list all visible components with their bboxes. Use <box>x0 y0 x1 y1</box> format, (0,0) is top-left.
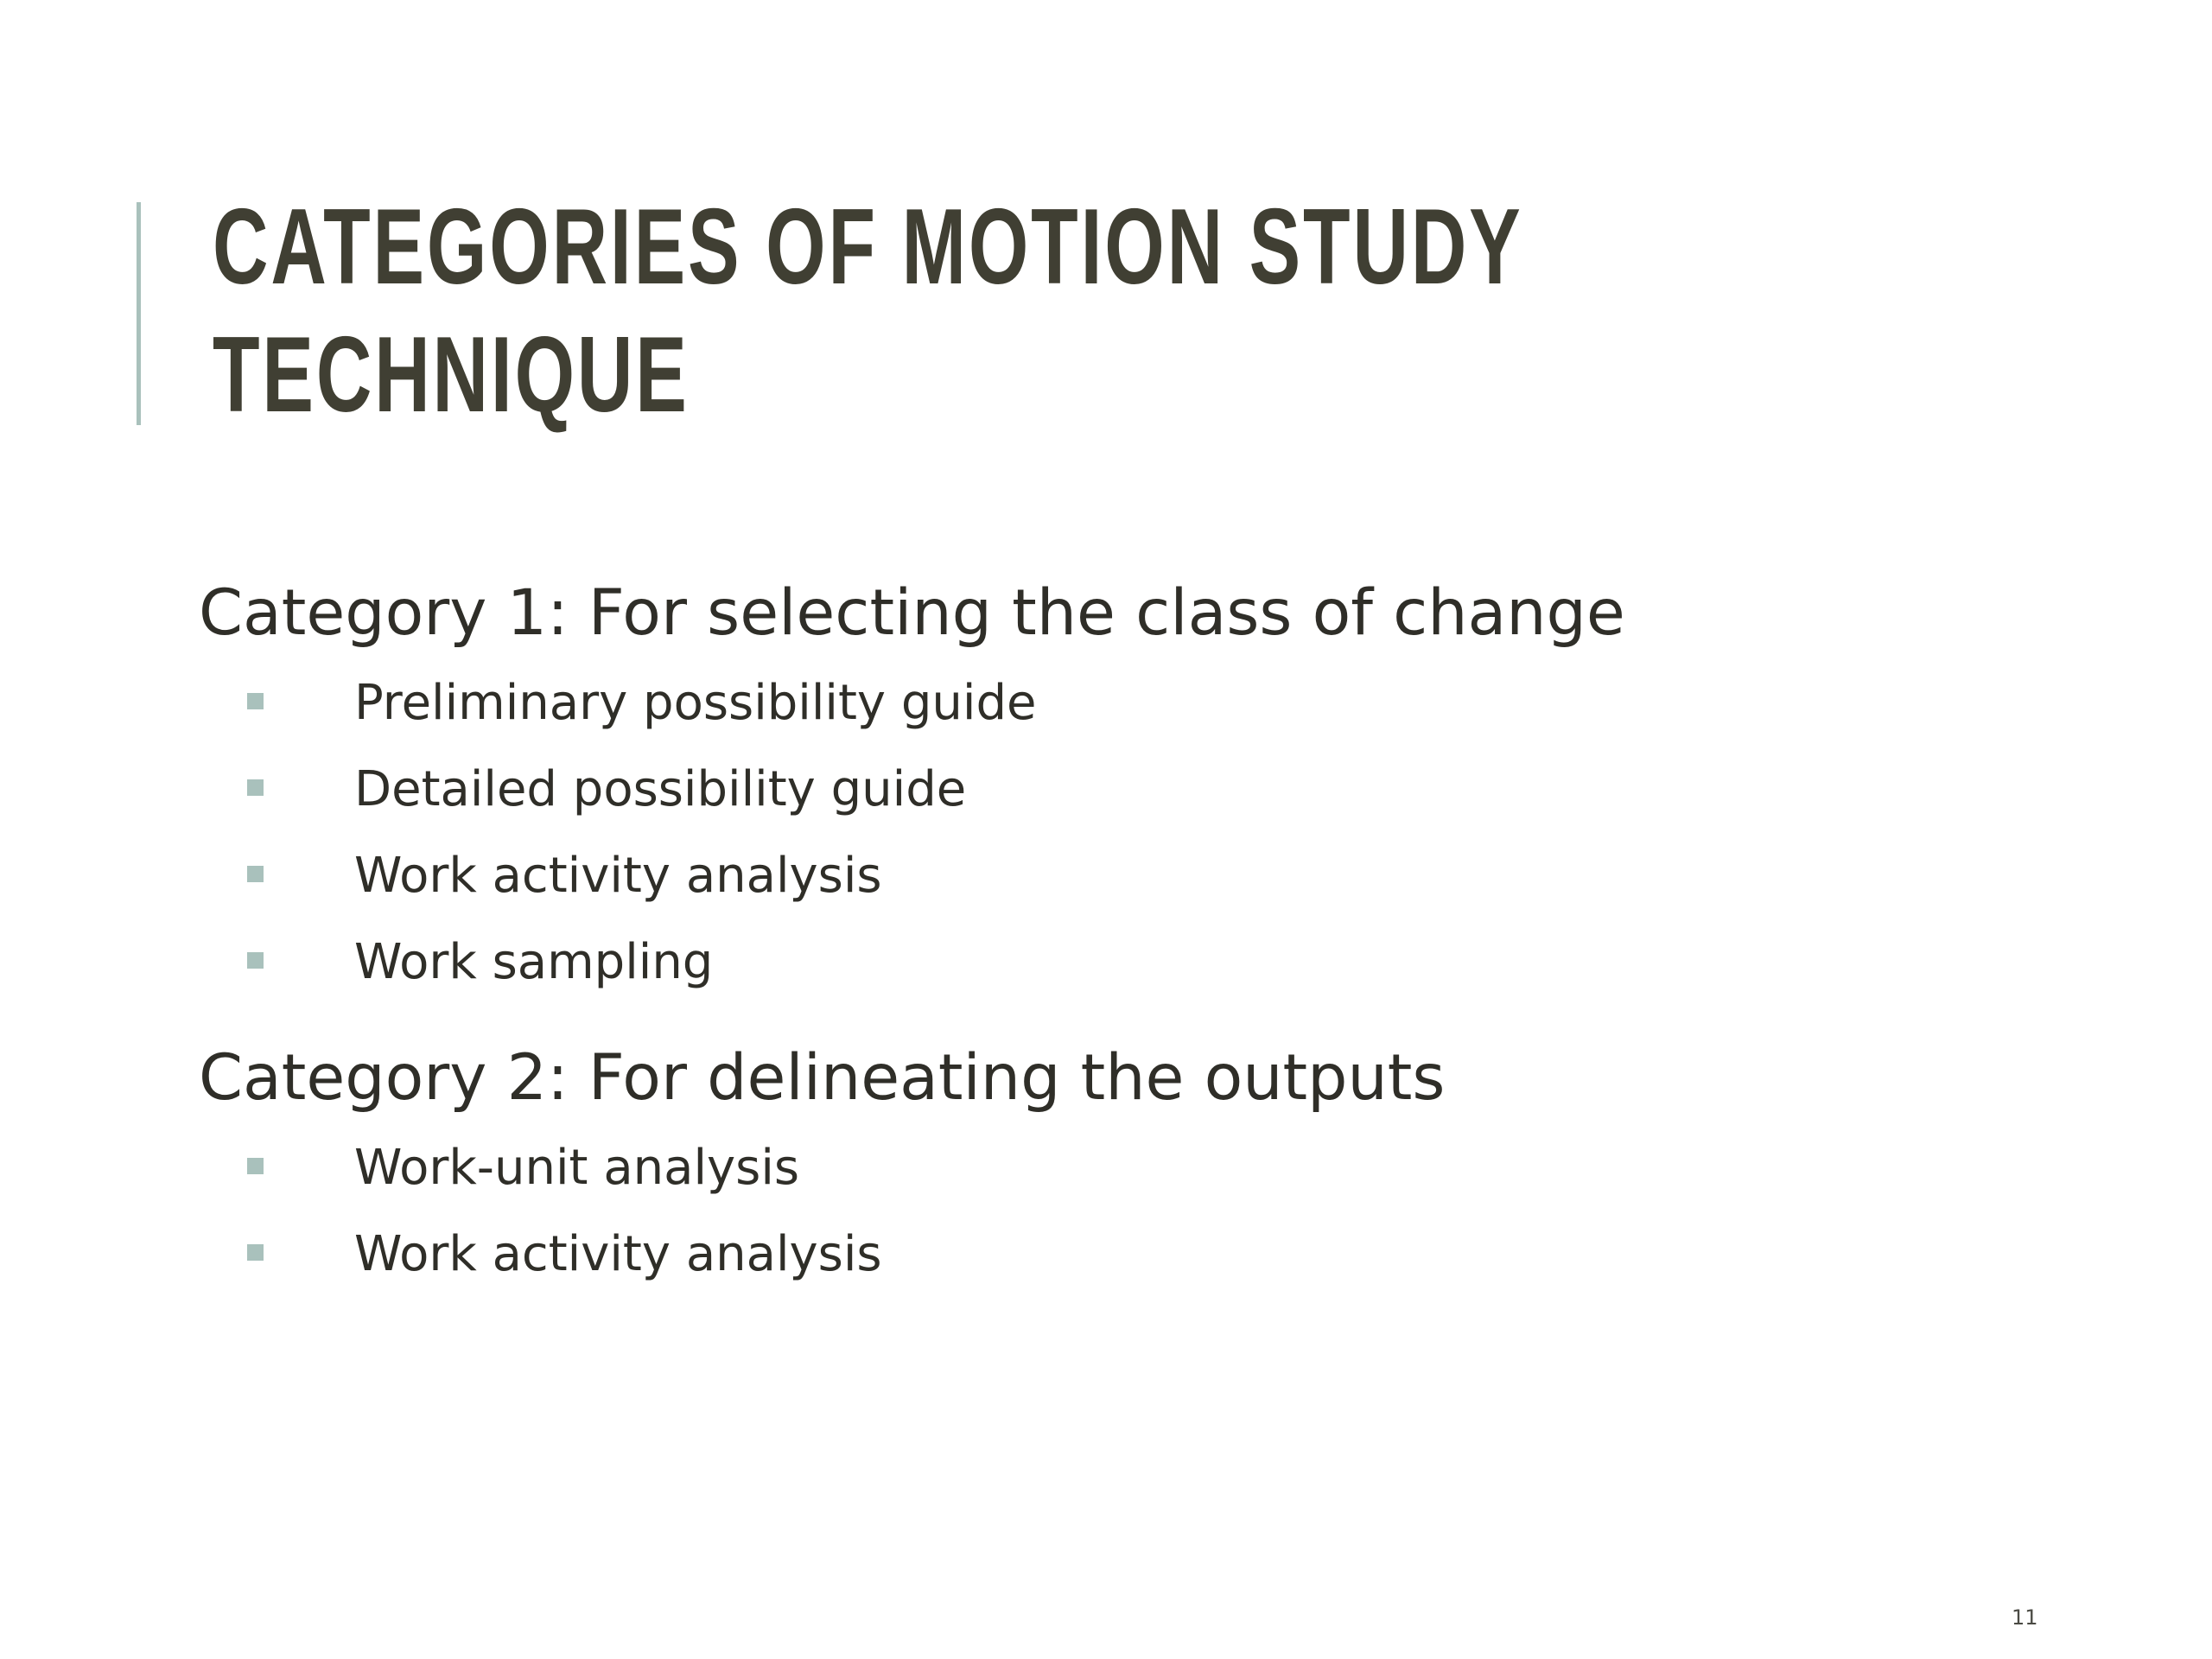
slide-title <box>213 183 1523 439</box>
list-item-text: Work activity analysis <box>354 848 882 904</box>
slide-content <box>199 570 2100 1327</box>
square-bullet-icon <box>247 952 264 969</box>
list-item <box>199 747 2100 833</box>
square-bullet-icon <box>247 1244 264 1261</box>
square-bullet-icon <box>247 866 264 882</box>
square-bullet-icon <box>247 1158 264 1174</box>
category-1 <box>199 570 2100 1006</box>
list-item-text: Work activity analysis <box>354 1226 882 1282</box>
category-2-heading: Category 2: For delineating the outputs <box>199 1041 1446 1115</box>
title-accent-bar <box>137 202 141 425</box>
list-item <box>199 1211 2100 1298</box>
list-item-text: Detailed possibility guide <box>354 761 967 817</box>
list-item <box>199 660 2100 747</box>
list-item <box>199 1125 2100 1211</box>
slide-title-line-1: CATEGORIES OF MOTION STUDY <box>213 188 1523 307</box>
page-number: 11 <box>2012 1605 2038 1630</box>
list-item-text: Work-unit analysis <box>354 1140 800 1196</box>
category-1-heading: Category 1: For selecting the class of change <box>199 576 1625 650</box>
square-bullet-icon <box>247 693 264 709</box>
list-item <box>199 833 2100 919</box>
category-2 <box>199 1035 2100 1298</box>
category-1-list <box>199 660 2100 1006</box>
list-item-text: Work sampling <box>354 934 714 990</box>
square-bullet-icon <box>247 779 264 796</box>
list-item <box>199 919 2100 1006</box>
slide-title-line-2: TECHNIQUE <box>213 315 690 435</box>
list-item-text: Preliminary possibility guide <box>354 675 1037 731</box>
category-2-list <box>199 1125 2100 1298</box>
